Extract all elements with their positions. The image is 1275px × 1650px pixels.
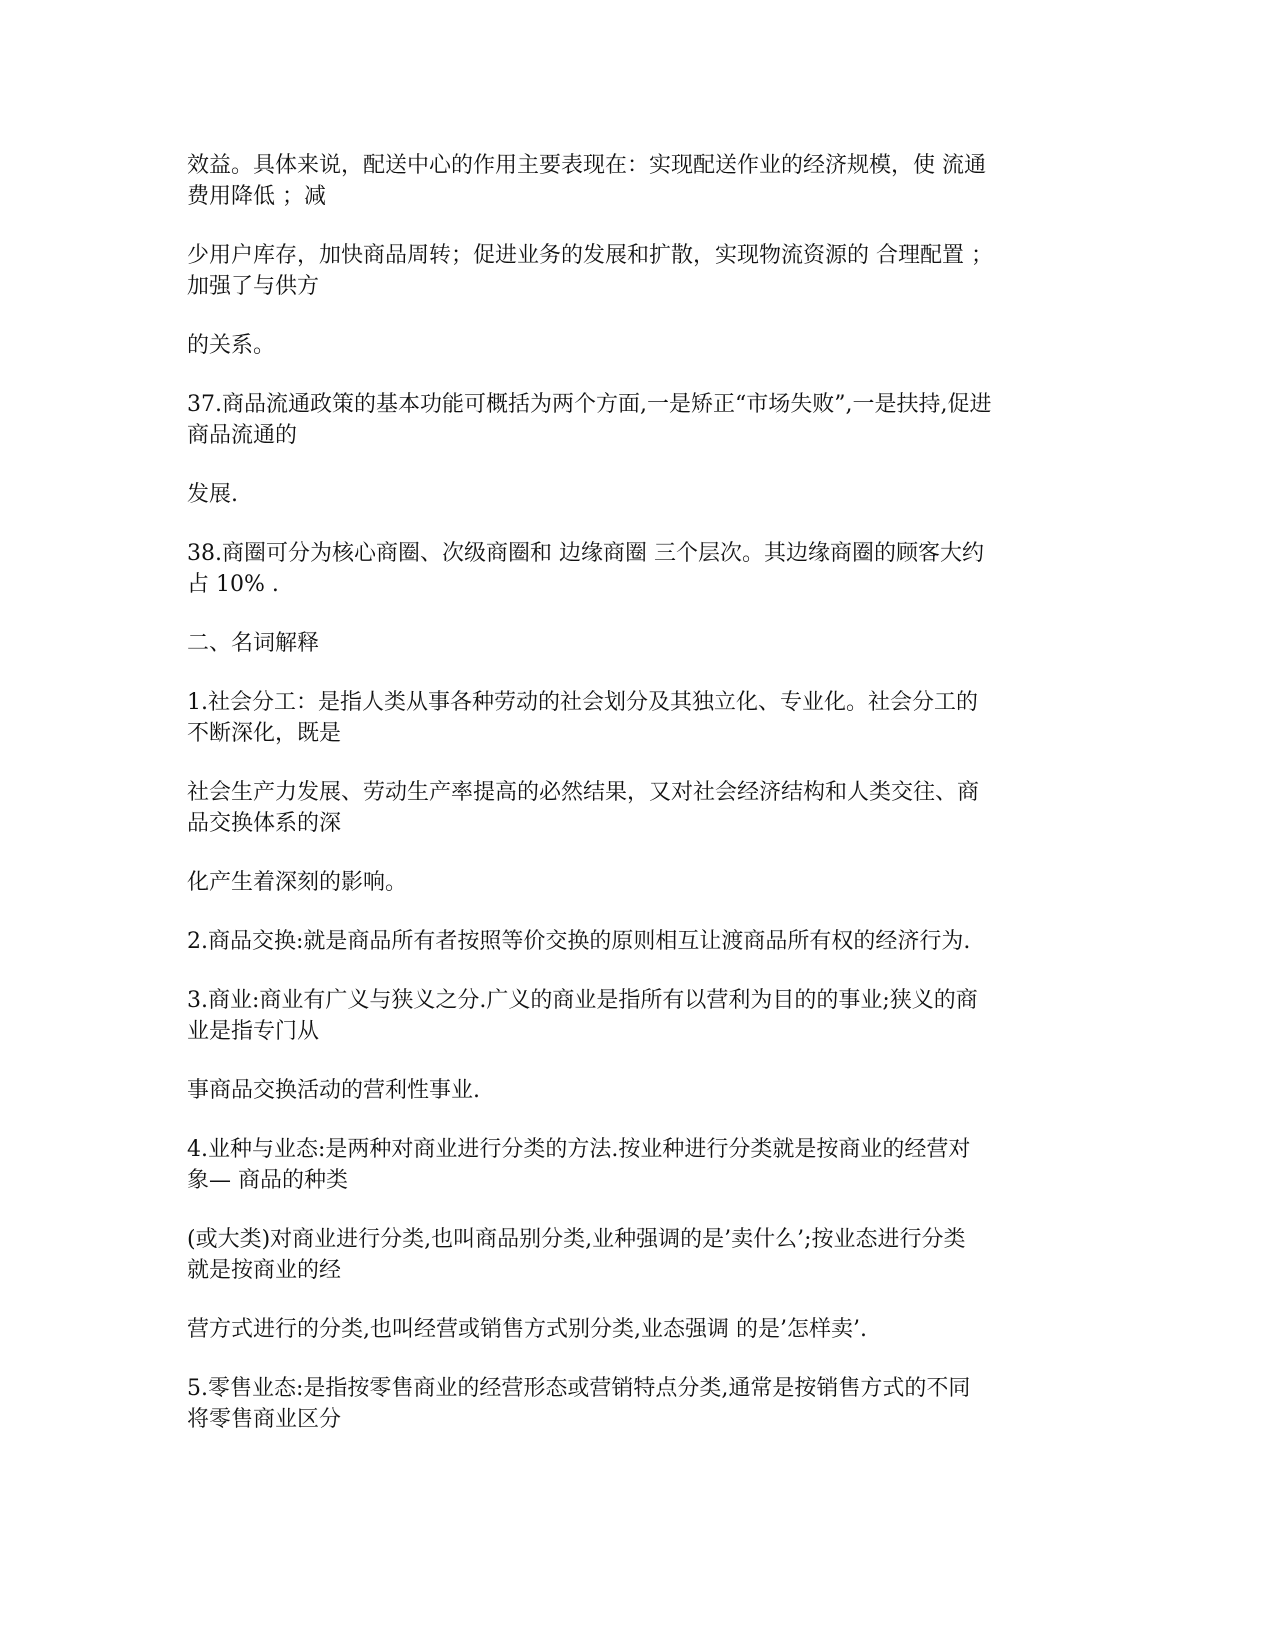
definition-5 (187, 1373, 1087, 1435)
paragraph-15 (187, 1224, 1087, 1286)
text-line: 营方式进行的分类,也叫经营或销售方式别分类,业态强调 的是’怎样卖’. (187, 1317, 867, 1342)
text-line: 发展. (187, 482, 238, 507)
text-line: 将零售商业区分 (187, 1407, 342, 1432)
text-line: 化产生着深刻的影响。 (187, 870, 408, 895)
text-line: 38.商圈可分为核心商圈、次级商圈和 边缘商圈 三个层次。其边缘商圈的顾客大约 (187, 541, 984, 566)
text-line: 商品流通的 (187, 423, 298, 448)
paragraph-10 (187, 867, 1087, 898)
text-line: 1.社会分工：是指人类从事各种劳动的社会划分及其独立化、专业化。社会分工的 (187, 690, 978, 715)
text-line: 效益。具体来说，配送中心的作用主要表现在：实现配送作业的经济规模，使 流通 (187, 153, 986, 178)
text-line: 社会生产力发展、劳动生产率提高的必然结果，又对社会经济结构和人类交往、商 (187, 780, 980, 805)
paragraph-item-37 (187, 389, 1087, 451)
paragraph-5 (187, 479, 1087, 510)
text-line: 少用户库存，加快商品周转；促进业务的发展和扩散，实现物流资源的 合理配置 ； (187, 243, 993, 268)
text-line: 费用降低 ；减 (187, 184, 326, 209)
text-line: 的关系。 (187, 333, 276, 358)
paragraph-2 (187, 240, 1087, 302)
paragraph-13 (187, 1075, 1087, 1106)
text-line: 37.商品流通政策的基本功能可概括为两个方面,一是矫正“市场失败”,一是扶持,促进 (187, 392, 992, 417)
definition-4 (187, 1134, 1087, 1196)
text-line: 占 10% . (187, 572, 279, 597)
text-line: 2.商品交换:就是商品所有者按照等价交换的原则相互让渡商品所有权的经济行为. (187, 929, 971, 954)
heading-text: 二、名词解释 (187, 631, 320, 656)
section-heading (187, 628, 1087, 659)
text-line: 不断深化，既是 (187, 721, 342, 746)
text-line: (或大类)对商业进行分类,也叫商品别分类,业种强调的是’卖什么’;按业态进行分类 (187, 1227, 966, 1252)
paragraph-1 (187, 150, 1087, 212)
document-body (187, 150, 1087, 1463)
text-line: 象— 商品的种类 (187, 1168, 348, 1193)
text-line: 加强了与供方 (187, 274, 320, 299)
paragraph-16 (187, 1314, 1087, 1345)
text-line: 业是指专门从 (187, 1019, 320, 1044)
definition-2 (187, 926, 1087, 957)
definition-3 (187, 985, 1087, 1047)
text-line: 事商品交换活动的营利性事业. (187, 1078, 480, 1103)
text-line: 就是按商业的经 (187, 1258, 342, 1283)
paragraph-3 (187, 330, 1087, 361)
paragraph-item-38 (187, 538, 1087, 600)
text-line: 3.商业:商业有广义与狭义之分.广义的商业是指所有以营利为目的的事业;狭义的商 (187, 988, 978, 1013)
definition-1 (187, 687, 1087, 749)
text-line: 品交换体系的深 (187, 811, 342, 836)
paragraph-9 (187, 777, 1087, 839)
text-line: 5.零售业态:是指按零售商业的经营形态或营销特点分类,通常是按销售方式的不同 (187, 1376, 971, 1401)
text-line: 4.业种与业态:是两种对商业进行分类的方法.按业种进行分类就是按商业的经营对 (187, 1137, 971, 1162)
